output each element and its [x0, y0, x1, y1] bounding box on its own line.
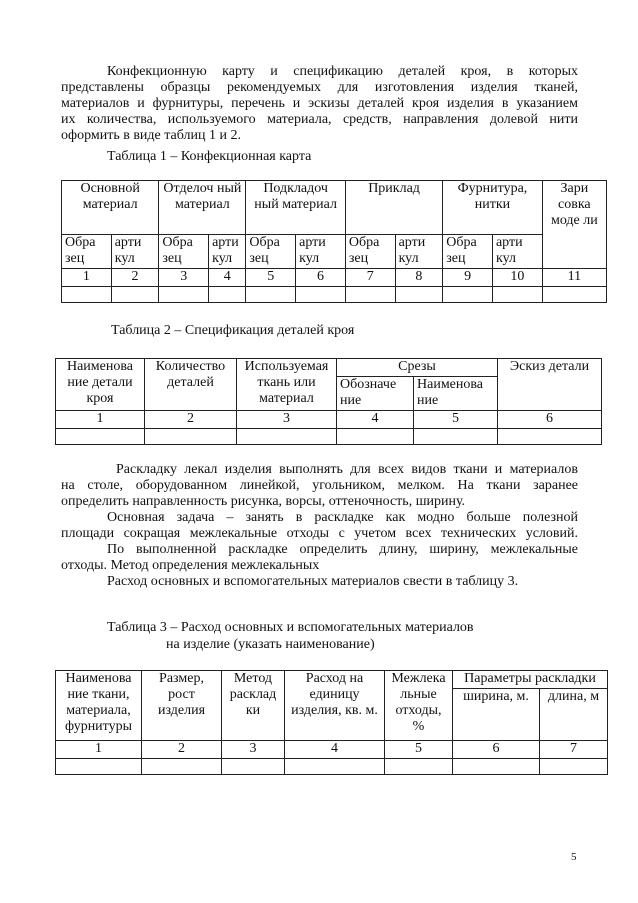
- t1-subheader-article: арти кул: [395, 235, 443, 269]
- layout-line: Расход основных и вспомогательных материалов свести в таблицу 3.: [107, 574, 519, 589]
- t3-col-number: 5: [385, 741, 453, 759]
- t2-header-part-name: Наименова ние детали кроя: [56, 359, 145, 411]
- t1-subheader-article: арти кул: [492, 235, 542, 269]
- t1-subheader-sample: Обра зец: [246, 235, 296, 269]
- t1-subheader-article: арти кул: [111, 235, 159, 269]
- t1-header-main-material: Основной материал: [62, 181, 159, 235]
- t1-header-trim-material: Отделоч ный материал: [159, 181, 246, 235]
- t1-header-accessory: Приклад: [345, 181, 442, 235]
- t1-col-number: 8: [395, 269, 443, 287]
- t2-col-number: 2: [145, 411, 237, 429]
- t3-subheader-width: ширина, м.: [453, 689, 540, 741]
- t3-col-number: 2: [142, 741, 222, 759]
- t2-col-number: 5: [414, 411, 498, 429]
- table2-cut-parts-specification: [55, 358, 602, 445]
- table1-caption: Таблица 1 – Конфекционная карта: [107, 149, 312, 164]
- page-number: 5: [571, 851, 577, 863]
- t1-col-number: 1: [62, 269, 112, 287]
- t2-col-number: 4: [337, 411, 414, 429]
- t2-header-quantity: Количество деталей: [145, 359, 237, 411]
- t1-subheader-sample: Обра зец: [443, 235, 493, 269]
- t1-col-number: 11: [542, 269, 606, 287]
- intro-line: их количества, используемого материала, средств, направления долевой нити: [61, 112, 578, 127]
- t2-empty-row: [56, 429, 602, 445]
- table1-confection-card: [61, 180, 607, 303]
- t1-col-number: 9: [443, 269, 493, 287]
- t1-col-number: 3: [159, 269, 209, 287]
- layout-line: Раскладку лекал изделия выполнять для всех видов ткани и материалов: [116, 462, 578, 477]
- t2-subheader-designation: Обозначе ние: [337, 377, 414, 411]
- intro-paragraph: [61, 64, 578, 144]
- t3-subheader-length: длина, м: [540, 689, 608, 741]
- table3-caption-line2: на изделие (указать наименование): [166, 637, 375, 652]
- t3-col-number: 7: [540, 741, 608, 759]
- t1-header-sketch: Зари совка моде ли: [542, 181, 606, 269]
- t3-col-number: 3: [222, 741, 285, 759]
- t1-col-number: 2: [111, 269, 159, 287]
- t2-col-number: 1: [56, 411, 145, 429]
- t1-col-number: 6: [296, 269, 346, 287]
- intro-line: Конфекционную карту и спецификацию деталей кроя, в которых: [107, 64, 578, 79]
- t3-header-layout-method: Метод расклад ки: [222, 671, 285, 741]
- t1-subheader-article: арти кул: [209, 235, 246, 269]
- layout-paragraph: [61, 462, 578, 590]
- t1-subheader-sample: Обра зец: [62, 235, 112, 269]
- layout-line: площади сокращая межлекальные отходы с учетом всех технических условий.: [61, 526, 578, 541]
- t2-header-cuts: Срезы: [337, 359, 498, 377]
- t1-col-number: 5: [246, 269, 296, 287]
- t1-empty-row: [62, 287, 607, 303]
- layout-line: Основная задача – занять в раскладке как модно больше полезной: [107, 510, 578, 525]
- t1-col-number: 10: [492, 269, 542, 287]
- intro-line: материалов и фурнитуры, перечень и эскизы деталей кроя изделия в указанием: [61, 96, 578, 111]
- t1-header-lining-material: Подкладоч ный материал: [246, 181, 345, 235]
- t1-subheader-sample: Обра зец: [345, 235, 395, 269]
- t1-subheader-article: арти кул: [296, 235, 346, 269]
- layout-line: определить направленность рисунка, ворсы, оттеночность, ширину.: [61, 494, 466, 509]
- t3-header-consumption: Расход на единицу изделия, кв. м.: [285, 671, 385, 741]
- t2-col-number: 3: [237, 411, 337, 429]
- table2-caption: Таблица 2 – Спецификация деталей кроя: [111, 323, 355, 338]
- t3-header-fabric-name: Наименова ние ткани, материала, фурнитуры: [56, 671, 142, 741]
- t3-col-number: 6: [453, 741, 540, 759]
- layout-line: По выполненной раскладке определить длину, ширину, межлекальные: [107, 542, 578, 557]
- t2-header-sketch: Эскиз детали: [498, 359, 602, 411]
- t3-header-layout-params: Параметры раскладки: [453, 671, 608, 689]
- layout-line: отходы. Метод определения межлекальных: [61, 558, 320, 573]
- intro-line: оформить в виде таблиц 1 и 2.: [61, 128, 242, 143]
- t1-col-number: 7: [345, 269, 395, 287]
- t2-subheader-name: Наименова ние: [414, 377, 498, 411]
- t3-empty-row: [56, 759, 608, 775]
- t2-col-number: 6: [498, 411, 602, 429]
- table3-caption-line1: Таблица 3 – Расход основных и вспомогательных материалов: [107, 620, 474, 635]
- table3-material-consumption: [55, 670, 608, 775]
- t3-col-number: 1: [56, 741, 142, 759]
- t3-col-number: 4: [285, 741, 385, 759]
- t1-subheader-sample: Обра зец: [159, 235, 209, 269]
- t2-header-fabric: Используемая ткань или материал: [237, 359, 337, 411]
- t3-header-waste: Межлека льные отходы, %: [385, 671, 453, 741]
- t3-header-size: Размер, рост изделия: [142, 671, 222, 741]
- intro-line: представлены образцы рекомендуемых для изготовления изделия тканей,: [61, 80, 578, 95]
- t1-col-number: 4: [209, 269, 246, 287]
- t1-header-fittings: Фурнитура, нитки: [443, 181, 542, 235]
- layout-line: на столе, оборудованном линейкой, угольником, мелком. На ткани заранее: [61, 478, 578, 493]
